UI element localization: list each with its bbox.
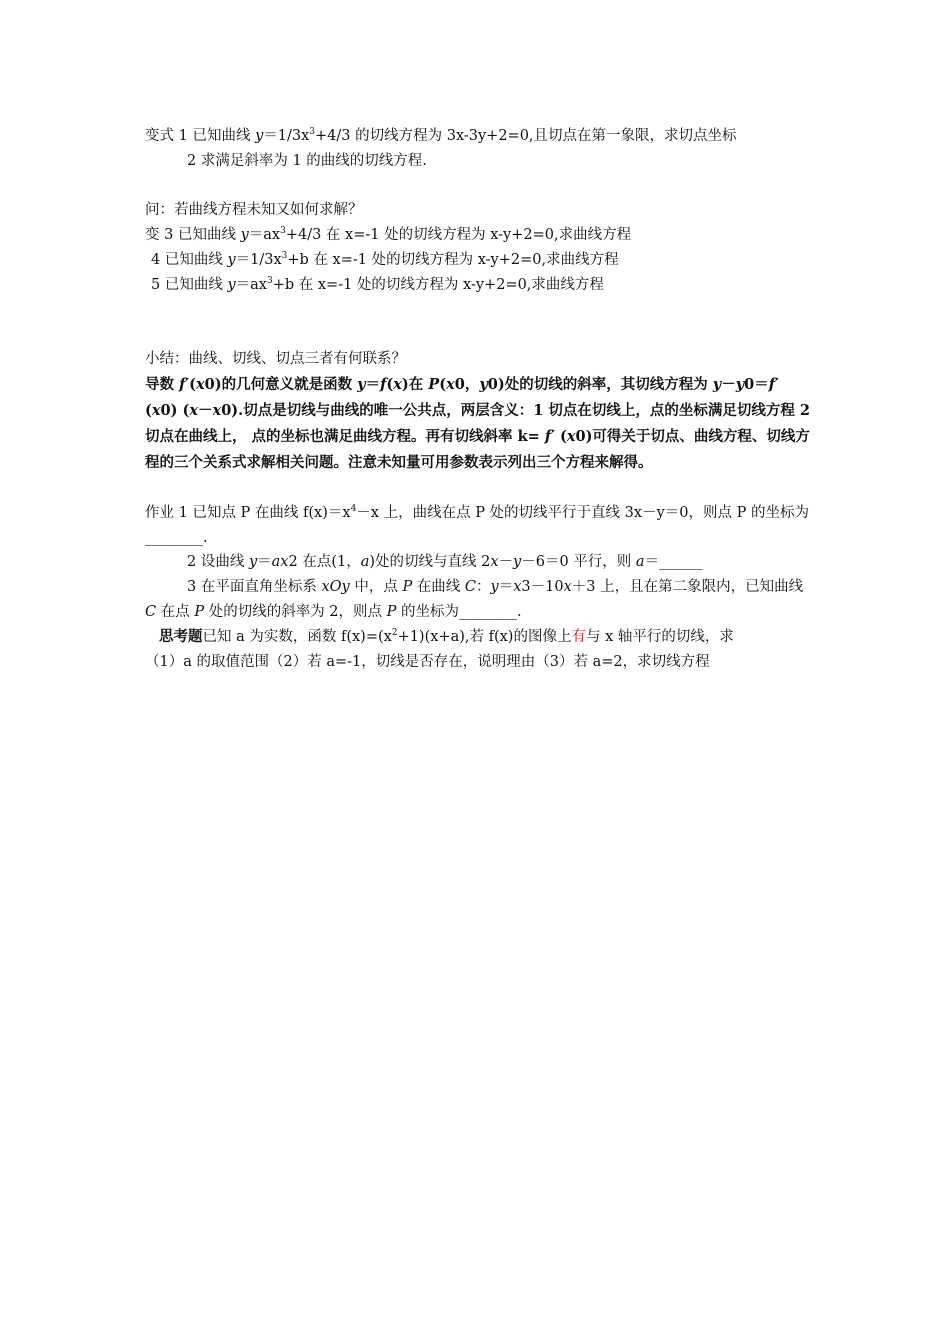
question: 问：若曲线方程未知又如何求解？	[145, 202, 363, 219]
text: y	[227, 276, 236, 293]
text: 变 3 已知曲线	[145, 227, 241, 244]
homework-3: 3 在平面直角坐标系 xOy 中，点 P 在曲线 C：y＝x3－10x＋3 上，且在第二象限内，已知曲线 C 在点 P 处的切线的斜率为 2，则点 P 的坐标为________.	[145, 579, 804, 620]
text: ＝ax	[235, 276, 267, 293]
variant-4	[145, 248, 810, 273]
superscript: 3	[280, 226, 286, 237]
summary-bold-paragraph: 导数 f′(x0)的几何意义就是函数 y＝f(x)在 P(x0，y0)处的切线的斜率，其切线方程为 y－y0＝f′ (x0) (x－x0).切点是切线与曲线的唯一公共点，两层含义：1 切点在切线上，点的坐标满足切线方程 2 切点在曲线上， 点的坐标也满足曲线方程。再有切线斜率 k= f′ (x0)可得关于切点、曲线方程、切线方程的三个关系式求解相关问题。注意未知量可用参数表示列出三个方程来解得。	[145, 375, 810, 471]
text: 4 已知曲线	[151, 251, 228, 268]
think-heading: 思考题	[159, 627, 203, 645]
text: 5 已知曲线	[151, 276, 228, 293]
variant-5	[145, 273, 810, 298]
document-body	[145, 124, 810, 674]
text: ＝1/3x	[263, 128, 310, 144]
superscript: 3	[266, 275, 273, 286]
text: +4/3 的切线方程为 3x-3y+2=0,且切点在第一象限，求切点坐标	[315, 128, 737, 144]
text: y	[255, 128, 264, 144]
think-question-parts: （1）a 的取值范围（2）若 a=-1，切线是否存在，说明理由（3）若 a=2，求切线方程	[145, 653, 710, 670]
text: +4/3 在 x=-1 处的切线方程为 x-y+2=0,求曲线方程	[285, 227, 632, 244]
text: y	[227, 251, 236, 268]
summary: 小结：曲线、切线、切点三者有何联系？	[145, 351, 406, 368]
superscript: 3	[309, 127, 316, 138]
variant-3	[145, 223, 810, 248]
text: +b 在 x=-1 处的切线方程为 x-y+2=0,求曲线方程	[272, 276, 604, 293]
homework-2: 2 设曲线 y＝ax2 在点(1，a)处的切线与直线 2x－y－6＝0 平行，则 a＝______	[187, 554, 703, 571]
variant-1	[145, 124, 810, 149]
red-highlight: 有	[571, 628, 586, 645]
text: ＝1/3x	[235, 251, 282, 268]
text: ＝ax	[248, 227, 281, 244]
text: +b 在 x=-1 处的切线方程为 x-y+2=0,求曲线方程	[287, 251, 619, 268]
think-question: 思考题已知 a 为实数，函数 $f(x)=(x^2+1)(x+a)$,若 f(x)的图像上有与 x 轴平行的切线，求	[145, 625, 810, 650]
text: y	[240, 227, 249, 244]
text: 变式 1 已知曲线	[145, 128, 256, 144]
homework-1: 作业 1 已知点 P 在曲线 $f(x)=x^4-x$ 上，曲线在点 P 处的切线平行于直线 3x－y＝0，则点 P 的坐标为________.	[145, 503, 809, 546]
superscript: 3	[281, 251, 288, 262]
variant-2: 2 求满足斜率为 1 的曲线的切线方程.	[187, 152, 427, 169]
